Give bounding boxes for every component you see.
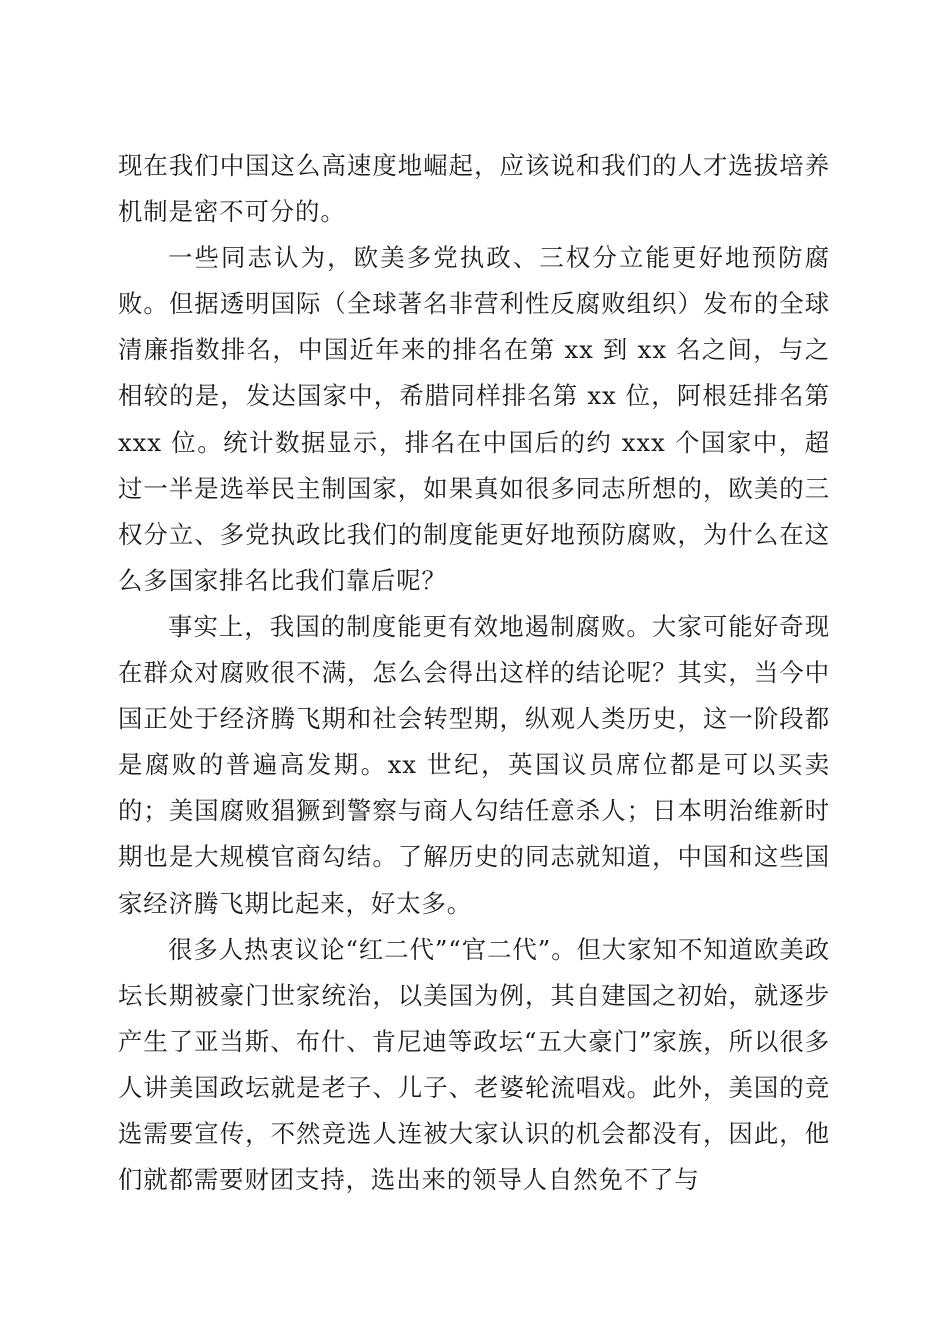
document-body [118, 143, 830, 1203]
paragraph-continuation: 现在我们中国这么高速度地崛起，应该说和我们的人才选拔培养机制是密不可分的。 [118, 151, 830, 227]
paragraph-corruption-index: 一些同志认为，欧美多党执政、三权分立能更好地预防腐败。但据透明国际（全球著名非营利性反腐败组织）发布的全球清廉指数排名，中国近年来的排名在第 xx 到 xx 名之间，与之相较的是，发达国家中，希腊同样排名第 xx 位，阿根廷排名第 xxx 位。统计数据显示，排名在中国后的约 xxx 个国家中，超过一半是选举民主制国家，如果真如很多同志所想的，欧美的三权分立、多党执政比我们的制度能更好地预防腐败，为什么在这么多国家排名比我们靠后呢？ [118, 243, 830, 595]
paragraph-historical-comparison: 事实上，我国的制度能更有效地遏制腐败。大家可能好奇现在群众对腐败很不满，怎么会得出这样的结论呢？其实，当今中国正处于经济腾飞期和社会转型期，纵观人类历史，这一阶段都是腐败的普遍高发期。xx 世纪，英国议员席位都是可以买卖的；美国腐败猖獗到警察与商人勾结任意杀人；日本明治维新时期也是大规模官商勾结。了解历史的同志就知道，中国和这些国家经济腾飞期比起来，好太多。 [118, 611, 830, 918]
paragraph-political-dynasties: 很多人热衷议论“红二代”“官二代”。但大家知不知道欧美政坛长期被豪门世家统治，以美国为例，其自建国之初始，就逐步产生了亚当斯、布什、肯尼迪等政坛“五大豪门”家族，所以很多人讲美国政坛就是老子、儿子、老婆轮流唱戏。此外，美国的竞选需要宣传，不然竞选人连被大家认识的机会都没有，因此，他们就都需要财团支持，选出来的领导人自然免不了与 [118, 934, 830, 1195]
